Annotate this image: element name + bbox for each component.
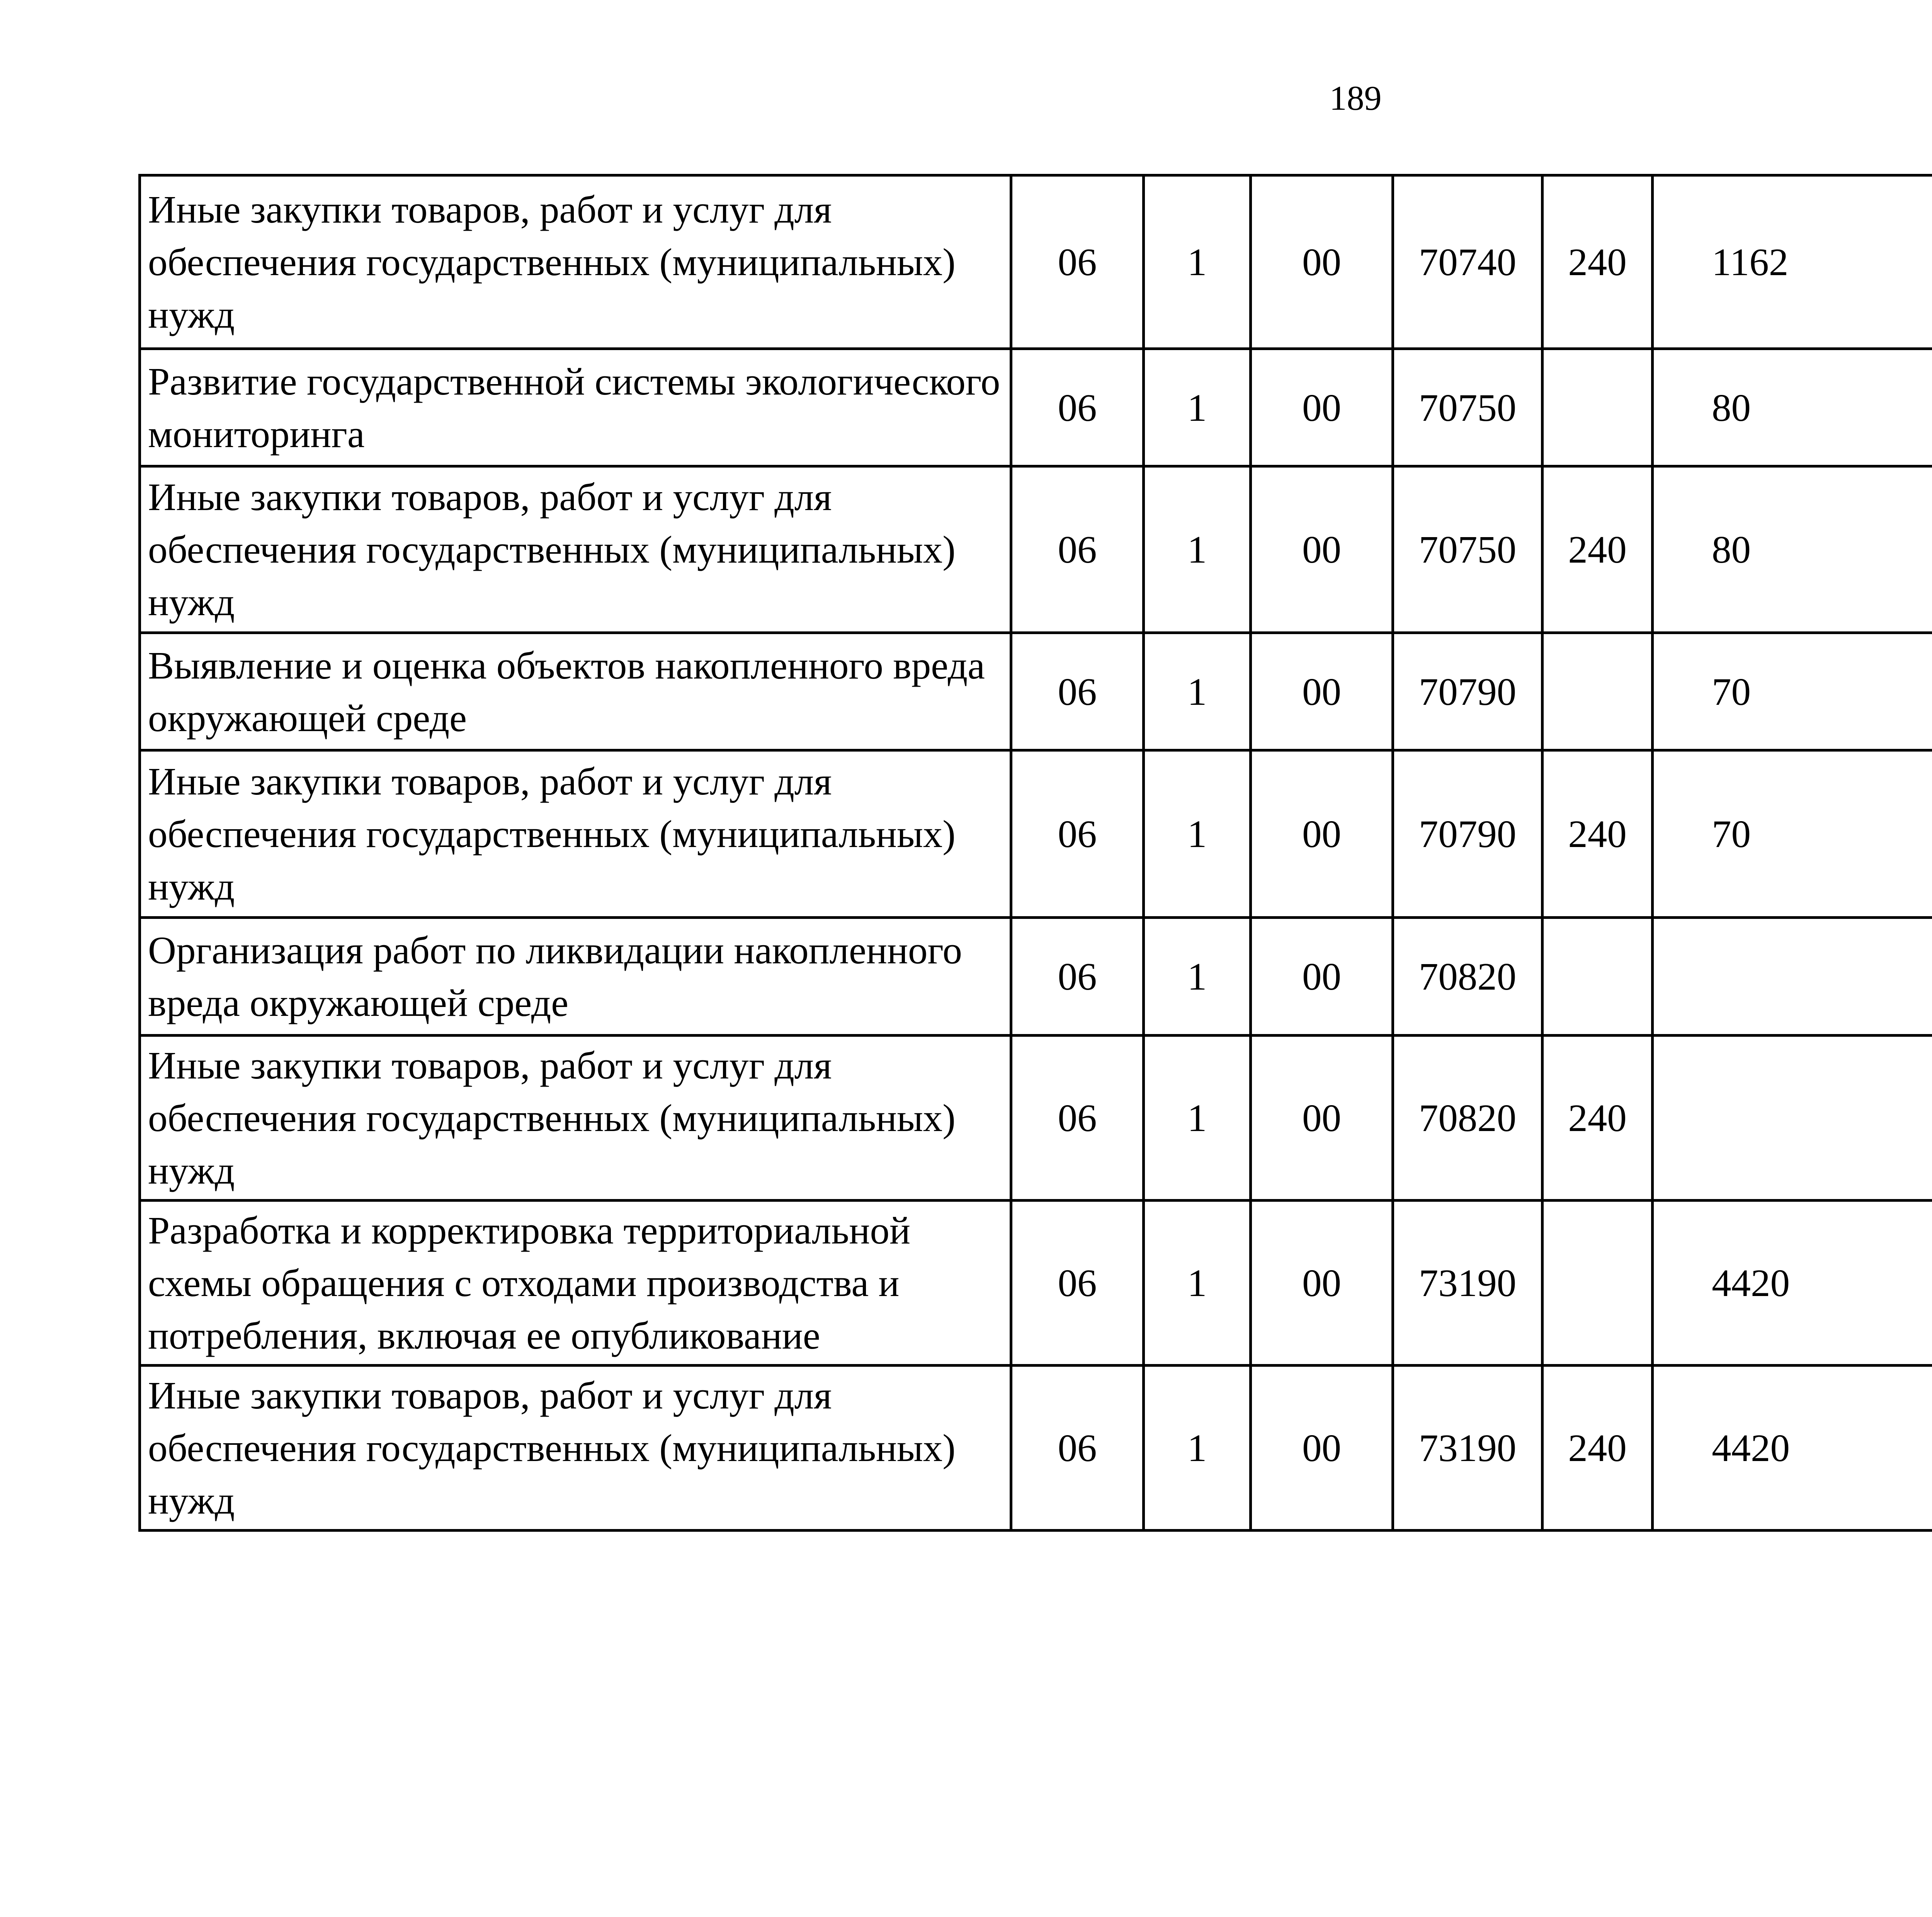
code-expense-type — [1543, 349, 1653, 466]
code-section: 06 — [1011, 1366, 1144, 1531]
amount-1 — [1653, 918, 1932, 1036]
code-subprogram: 00 — [1251, 1366, 1393, 1531]
table-row — [140, 750, 1932, 918]
table-row — [140, 1036, 1932, 1201]
code-direction: 70750 — [1393, 466, 1543, 633]
page-number: 189 — [1329, 79, 1382, 117]
row-description: Разработка и корректировка территориальной схемы обращения с отходами производства и потребления, включая ее опубликование — [140, 1201, 1011, 1366]
code-direction: 70750 — [1393, 349, 1543, 466]
row-description: Иные закупки товаров, работ и услуг для обеспечения государственных (муниципальных) нужд — [140, 750, 1011, 918]
code-section: 06 — [1011, 750, 1144, 918]
row-description: Иные закупки товаров, работ и услуг для обеспечения государственных (муниципальных) нужд — [140, 175, 1011, 349]
code-expense-type: 240 — [1543, 1366, 1653, 1531]
amount-1: 70 — [1653, 633, 1932, 750]
row-description: Развитие государственной системы экологического мониторинга — [140, 349, 1011, 466]
table-row — [140, 1366, 1932, 1531]
code-direction: 73190 — [1393, 1366, 1543, 1531]
code-program: 1 — [1144, 466, 1251, 633]
row-description: Иные закупки товаров, работ и услуг для обеспечения государственных (муниципальных) нужд — [140, 466, 1011, 633]
code-direction: 70790 — [1393, 633, 1543, 750]
code-expense-type: 240 — [1543, 750, 1653, 918]
code-direction: 70820 — [1393, 918, 1543, 1036]
code-subprogram: 00 — [1251, 349, 1393, 466]
code-subprogram: 00 — [1251, 1201, 1393, 1366]
code-program: 1 — [1144, 918, 1251, 1036]
code-subprogram: 00 — [1251, 1036, 1393, 1201]
code-subprogram: 00 — [1251, 466, 1393, 633]
table-row — [140, 175, 1932, 349]
code-direction: 73190 — [1393, 1201, 1543, 1366]
code-subprogram: 00 — [1251, 918, 1393, 1036]
amount-1: 80 — [1653, 349, 1932, 466]
code-section: 06 — [1011, 1036, 1144, 1201]
table-row — [140, 918, 1932, 1036]
code-program: 1 — [1144, 633, 1251, 750]
code-program: 1 — [1144, 1366, 1251, 1531]
code-subprogram: 00 — [1251, 750, 1393, 918]
row-description: Выявление и оценка объектов накопленного вреда окружающей среде — [140, 633, 1011, 750]
code-section: 06 — [1011, 633, 1144, 750]
code-program: 1 — [1144, 175, 1251, 349]
table-row — [140, 349, 1932, 466]
amount-1: 80 — [1653, 466, 1932, 633]
amount-1: 4420 — [1653, 1366, 1932, 1531]
code-program: 1 — [1144, 750, 1251, 918]
code-expense-type: 240 — [1543, 1036, 1653, 1201]
code-section: 06 — [1011, 466, 1144, 633]
code-program: 1 — [1144, 1036, 1251, 1201]
amount-1: 1162 — [1653, 175, 1932, 349]
code-subprogram: 00 — [1251, 633, 1393, 750]
code-expense-type: 240 — [1543, 466, 1653, 633]
code-section: 06 — [1011, 175, 1144, 349]
code-direction: 70740 — [1393, 175, 1543, 349]
code-section: 06 — [1011, 1201, 1144, 1366]
code-expense-type — [1543, 1201, 1653, 1366]
amount-1: 4420 — [1653, 1201, 1932, 1366]
code-program: 1 — [1144, 349, 1251, 466]
code-expense-type: 240 — [1543, 175, 1653, 349]
row-description: Организация работ по ликвидации накопленного вреда окружающей среде — [140, 918, 1011, 1036]
code-expense-type — [1543, 918, 1653, 1036]
code-expense-type — [1543, 633, 1653, 750]
code-subprogram: 00 — [1251, 175, 1393, 349]
code-section: 06 — [1011, 918, 1144, 1036]
amount-1 — [1653, 1036, 1932, 1201]
table-row — [140, 466, 1932, 633]
code-program: 1 — [1144, 1201, 1251, 1366]
table-row — [140, 1201, 1932, 1366]
code-direction: 70820 — [1393, 1036, 1543, 1201]
row-description: Иные закупки товаров, работ и услуг для обеспечения государственных (муниципальных) нужд — [140, 1036, 1011, 1201]
code-section: 06 — [1011, 349, 1144, 466]
amount-1: 70 — [1653, 750, 1932, 918]
code-direction: 70790 — [1393, 750, 1543, 918]
row-description: Иные закупки товаров, работ и услуг для обеспечения государственных (муниципальных) нужд — [140, 1366, 1011, 1531]
budget-table — [138, 174, 1932, 1532]
table-row — [140, 633, 1932, 750]
